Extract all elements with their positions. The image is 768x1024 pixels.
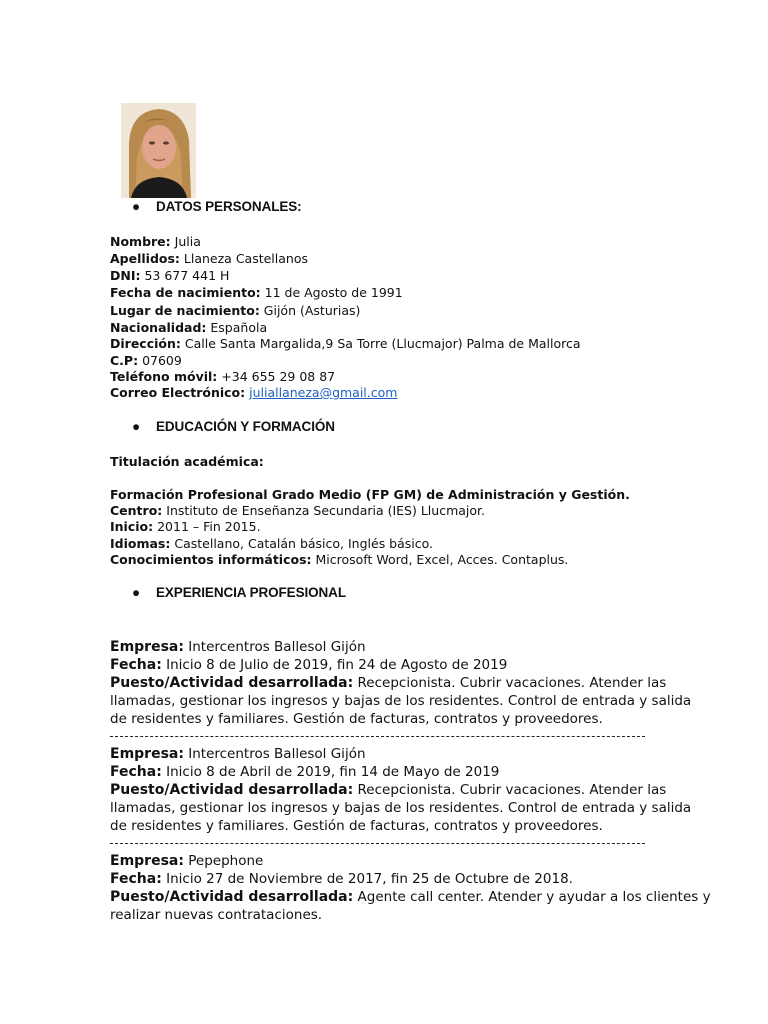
personal-row-telefono: Teléfono móvil: +34 655 29 08 87 — [110, 369, 336, 384]
personal-row-correo: Correo Electrónico: juliallaneza@gmail.com — [110, 385, 398, 400]
degree-title: Formación Profesional Grado Medio (FP GM) de Administración y Gestión. — [110, 487, 630, 502]
profile-photo — [121, 103, 196, 198]
job-2-fecha: Fecha: Inicio 8 de Abril de 2019, fin 14 de Mayo de 2019 — [110, 764, 500, 780]
education-row-inicio: Inicio: 2011 – Fin 2015. — [110, 519, 261, 534]
job-3-empresa: Empresa: Pepephone — [110, 853, 264, 869]
education-row-centro: Centro: Instituto de Enseñanza Secundaria (IES) Llucmajor. — [110, 503, 485, 518]
personal-row-nombre: Nombre: Julia — [110, 234, 201, 249]
education-row-idiomas: Idiomas: Castellano, Catalán básico, Inglés básico. — [110, 536, 434, 551]
job-2-puesto: Puesto/Actividad desarrollada: Recepcionista. Cubrir vacaciones. Atender las — [110, 782, 667, 798]
job-1-puesto: Puesto/Actividad desarrollada: Recepcionista. Cubrir vacaciones. Atender las — [110, 675, 667, 691]
personal-row-fecha-nacimiento: Fecha de nacimiento: 11 de Agosto de 1991 — [110, 285, 403, 300]
job-2-description-line: llamadas, gestionar los ingresos y bajas de los residentes. Control de entrada y salida — [110, 800, 692, 816]
personal-row-lugar-nacimiento: Lugar de nacimiento: Gijón (Asturias) — [110, 303, 361, 318]
section-heading-experience: ● EXPERIENCIA PROFESIONAL — [132, 585, 346, 600]
personal-row-dni: DNI: 53 677 441 H — [110, 268, 230, 283]
job-3-puesto: Puesto/Actividad desarrollada: Agente call center. Atender y ayudar a los clientes y — [110, 889, 711, 905]
personal-row-nacionalidad: Nacionalidad: Española — [110, 320, 268, 335]
job-3-fecha: Fecha: Inicio 27 de Noviembre de 2017, fin 25 de Octubre de 2018. — [110, 871, 573, 887]
personal-row-direccion: Dirección: Calle Santa Margalida,9 Sa Torre (Llucmajor) Palma de Mallorca — [110, 336, 581, 351]
job-separator — [110, 843, 645, 844]
job-1-empresa: Empresa: Intercentros Ballesol Gijón — [110, 639, 366, 655]
job-1-description-line: de residentes y familiares. Gestión de facturas, contratos y proveedores. — [110, 711, 603, 727]
section-heading-education: ● EDUCACIÓN Y FORMACIÓN — [132, 419, 335, 434]
job-separator — [110, 736, 645, 737]
personal-row-apellidos: Apellidos: Llaneza Castellanos — [110, 251, 308, 266]
titulacion-label: Titulación académica: — [110, 454, 264, 469]
job-2-description-line: de residentes y familiares. Gestión de facturas, contratos y proveedores. — [110, 818, 603, 834]
section-heading-personal: ● DATOS PERSONALES: — [132, 199, 302, 214]
job-1-fecha: Fecha: Inicio 8 de Julio de 2019, fin 24 de Agosto de 2019 — [110, 657, 508, 673]
job-2-empresa: Empresa: Intercentros Ballesol Gijón — [110, 746, 366, 762]
job-1-description-line: llamadas, gestionar los ingresos y bajas de los residentes. Control de entrada y salida — [110, 693, 692, 709]
email-link[interactable]: juliallaneza@gmail.com — [249, 385, 398, 400]
education-row-informatica: Conocimientos informáticos: Microsoft Word, Excel, Acces. Contaplus. — [110, 552, 569, 567]
job-3-description-line: realizar nuevas contrataciones. — [110, 907, 323, 923]
personal-row-cp: C.P: 07609 — [110, 353, 182, 368]
